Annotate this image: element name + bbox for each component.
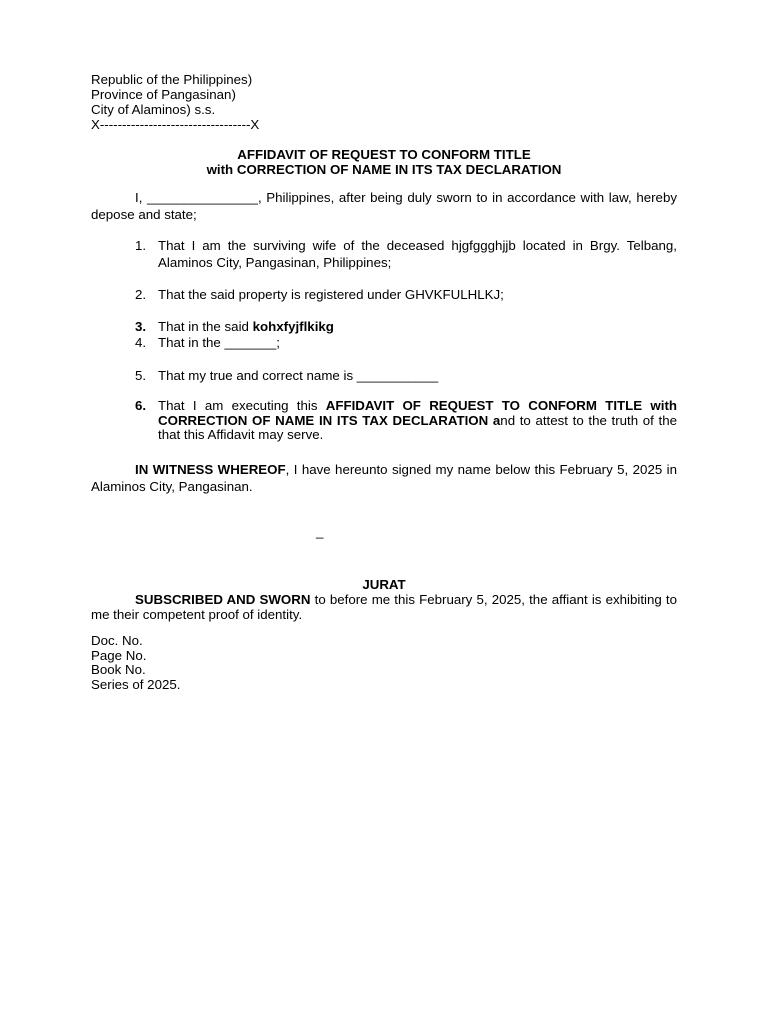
list-item-text bbox=[158, 318, 677, 335]
witness-paragraph bbox=[91, 461, 677, 495]
witness-text: , I have hereunto signed my name below this February 5, 2025 in Alaminos City, Pangasinan. bbox=[91, 462, 677, 494]
list-item-4 bbox=[135, 334, 677, 351]
list-item-number: 2. bbox=[135, 287, 147, 302]
book-no: Book No. bbox=[91, 662, 146, 677]
list-item-5 bbox=[135, 367, 677, 384]
list-item-text: That in the _______; bbox=[158, 335, 280, 350]
document-title-line-2: with CORRECTION OF NAME IN ITS TAX DECLARATION bbox=[206, 162, 562, 177]
jurat-bold: SUBSCRIBED AND SWORN bbox=[135, 592, 311, 607]
list-item-number: 1. bbox=[135, 238, 147, 253]
list-item-1 bbox=[135, 237, 677, 271]
list-item-3 bbox=[135, 318, 677, 335]
intro-paragraph: I, _______________, Philippines, after being duly sworn to in accordance with law, hereby depose and state; bbox=[91, 190, 677, 222]
doc-no: Doc. No. bbox=[91, 633, 143, 648]
signature-line: _ bbox=[316, 524, 324, 539]
page-no: Page No. bbox=[91, 648, 147, 663]
jurat-heading: JURAT bbox=[362, 577, 406, 592]
venue-republic: Republic of the Philippines) bbox=[91, 72, 253, 87]
list-item-text-plain: That I am executing this bbox=[158, 398, 326, 413]
list-item-number: 6. bbox=[135, 398, 147, 413]
list-item-6 bbox=[135, 399, 677, 443]
list-item-text-bold: AFFIDAVIT OF REQUEST TO CONFORM TITLE with CORRECTION OF NAME IN ITS TAX DECLARATION a bbox=[158, 398, 677, 428]
witness-bold: IN WITNESS WHEREOF bbox=[135, 462, 286, 477]
document-title-line-1: AFFIDAVIT OF REQUEST TO CONFORM TITLE bbox=[237, 147, 531, 162]
venue-province: Province of Pangasinan) bbox=[91, 87, 236, 102]
list-item-text bbox=[158, 399, 677, 443]
list-item-text-plain: That in the said bbox=[158, 319, 253, 334]
jurat-text: to before me this February 5, 2025, the affiant is exhibiting to me their competent proof of identity. bbox=[91, 592, 677, 622]
jurat-paragraph bbox=[91, 592, 677, 622]
series: Series of 2025. bbox=[91, 677, 181, 692]
list-item-text-plain-tail: nd to attest to the truth of the that this Affidavit may serve. bbox=[158, 412, 677, 442]
list-item-number: 5. bbox=[135, 368, 147, 383]
venue-separator: X----------------------------------X bbox=[91, 117, 260, 132]
list-item-number: 3. bbox=[135, 319, 147, 334]
venue-city: City of Alaminos) s.s. bbox=[91, 102, 216, 117]
list-item-text: That my true and correct name is ___________ bbox=[158, 368, 439, 383]
list-item-number: 4. bbox=[135, 335, 147, 350]
list-item-text-bold: kohxfyjflkikg bbox=[252, 319, 334, 334]
list-item-text: That the said property is registered under GHVKFULHLKJ; bbox=[158, 287, 504, 302]
list-item-2 bbox=[135, 286, 677, 303]
list-item-text: That I am the surviving wife of the deceased hjgfggghjjb located in Brgy. Telbang, Alaminos City, Pangasinan, Philippines; bbox=[158, 238, 677, 270]
